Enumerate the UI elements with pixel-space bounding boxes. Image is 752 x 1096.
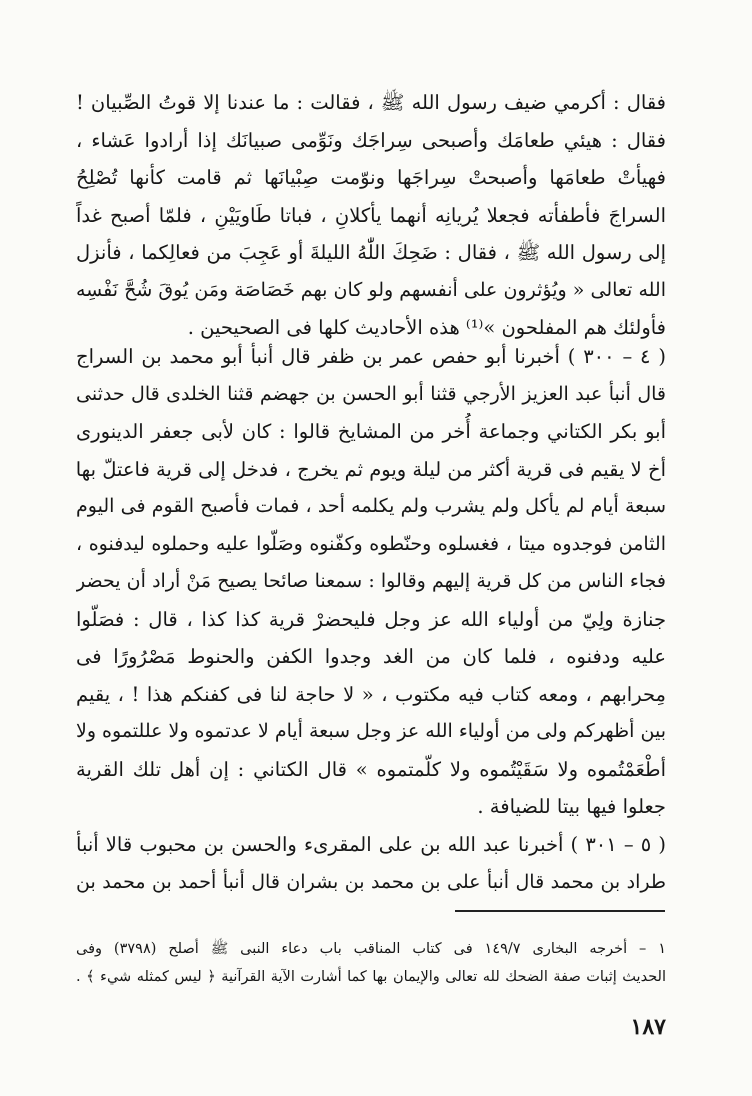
paragraph-narration-300 (76, 338, 666, 826)
text-line: الله تعالى « ويُؤثرون على أنفسهم ولو كان بهم خَصَاصَة ومَن يُوقَ شُحَّ نَفْسِه (76, 278, 666, 301)
text-line: إلى رسول الله ﷺ ، فقال : ضَحِكَ اللّٰهُ الليلةَ أو عَجِبَ من فعالِكما ، فأنزل (76, 241, 666, 264)
footnote-line: ١ – أخرجه البخارى ١٤٩/٧ فى كتاب المناقب باب دعاء النبى ﷺ أصلح (٣٧٩٨) وفى (76, 941, 666, 957)
text-line: السراجَ فأطفأته فجعلا يُريانِه أنهما يأكلانِ ، فباتا طَاويَيْنِ ، فلمّا أصبح غداً (76, 203, 666, 227)
text-line: ( ٤ – ٣٠٠ ) أخبرنا أبو حفص عمر بن ظفر قال أنبأ أبو محمد بن السراج (76, 345, 666, 368)
text-line: سبعة أيام لم يأكل ولم يشرب ولم يكلمه أحد ، فمات فأصبح القوم فى اليوم (76, 495, 666, 517)
text-line: أخ لا يقيم فى قرية أكثر من ليلة ويوم ثم يخرج ، فدخل إلى قرية فاعتلّ بها (76, 457, 666, 481)
text-line: فأولئك هم المفلحون »⁽¹⁾ هذه الأحاديث كلها فى الصحيحين . (187, 316, 666, 339)
text-line: الثامن فوجدوه ميتا ، فغسلوه وحنّطوه وكفّنوه وصَلّوا عليه وحملوه ليدفنوه ، (76, 532, 666, 555)
text-line: بين أظهركم ولى من أولياء الله عز وجل سبعة أيام لا عدتموه ولا عللتموه ولا (76, 720, 666, 742)
text-line: جعلوا فيها بيتا للضيافة . (477, 795, 666, 818)
text-line: طراد بن محمد قال أنبأ على بن محمد بن بشران قال أنبأ أحمد بن محمد بن (76, 870, 666, 893)
text-line: فقال : أكرمي ضيف رسول الله ﷺ ، فقالت : ما عندنا إلا قوتُ الصِّبيان ! (76, 91, 666, 114)
text-line: أبو بكر الكتاني وجماعة أُخر من المشايخ قالوا : كان لأبى جعفر الدينورى (76, 420, 666, 443)
text-line: فجاء الناس من كل قرية إليهم وقالوا : سمعنا صائحا يصيح مَنْ أراد أن يحضر (76, 570, 666, 592)
text-line: أطْعَمْتُموه ولا سَقَيْتُموه ولا كلّمتموه » قال الكتاني : إن أهل تلك القرية (76, 757, 666, 781)
page-number: ١٨٧ (630, 1014, 666, 1040)
text-line: فقال : هيئي طعامَك وأصبحى سِراجَك ونَوِّمى صبيانَك إذا أرادوا عَشاء ، (76, 128, 666, 152)
text-line: ( ٥ – ٣٠١ ) أخبرنا عبد الله بن على المقرىء والحسن بن محبوب قالا أنبأ (76, 833, 666, 856)
text-line: عليه ودفنوه ، فلما كان من الغد وجدوا الكفن والحنوط مَصْرُورًا فى (76, 645, 666, 668)
paragraph-narration-301 (76, 826, 666, 901)
text-line: جنازة ولِيّ من أولياء الله عز وجل فليحضرْ قرية كذا كذا ، قال : فصَلّوا (76, 607, 666, 631)
footnote-divider (455, 910, 665, 912)
text-line: قال أنبأ عبد العزيز الأرجي قثنا أبو الحسن بن جهضم قثنا الخلدى قال حدثنى (76, 382, 666, 405)
text-line: مِحرابهم ، ومعه كتاب فيه مكتوب ، « لا حاجة لنا فى كفنكم هذا ! ، يقيم (76, 682, 666, 706)
footnotes (76, 935, 666, 991)
text-line: فهيأتْ طعامَها وأصبحتْ سِراجَها ونوّمت صِبْيانَها ثم قامت كأنها تُصْلِحُ (76, 166, 666, 189)
footnote-line: الحديث إثبات صفة الضحك لله تعالى والإيمان بها كما أشارت الآية القرآنية ﴿ ليس كمثله شيء ﴾ . (76, 969, 666, 985)
paragraph-hadith-ending (76, 84, 666, 347)
